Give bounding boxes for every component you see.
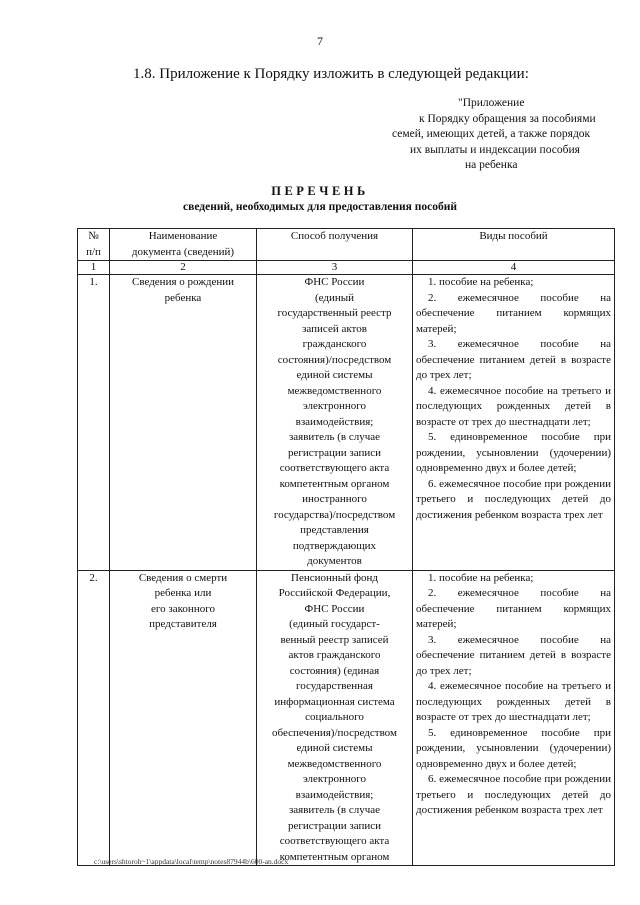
- header-text: №: [88, 230, 99, 242]
- header-text: Наименование: [148, 230, 218, 242]
- cell-line: Сведения о смерти: [138, 571, 228, 584]
- row-number: 1.: [78, 275, 110, 571]
- cell-line: его законного: [151, 602, 215, 615]
- cell-line: состояния) (единая: [289, 664, 380, 677]
- header-method: [257, 229, 413, 261]
- information-table: [77, 228, 615, 866]
- header-benefit-types: [413, 229, 615, 261]
- cell-line: (единый: [314, 291, 355, 304]
- document-subtitle: сведений, необходимых для предоставления пособий: [183, 201, 457, 213]
- column-number-row: [78, 261, 615, 275]
- cell-line: взаимодействия;: [295, 788, 374, 801]
- header-text: Способ получения: [290, 230, 379, 242]
- cell-line: межведомственного: [287, 384, 382, 397]
- appendix-line: семей, имеющих детей, а также порядок: [392, 128, 591, 140]
- benefit-item: 4. ежемесячное пособие на третьего и последующих рожденных детей в возрасте от трех до шестнадцати лет;: [416, 384, 611, 428]
- cell-line: Российской Федерации,: [278, 587, 391, 599]
- benefits-cell: [413, 275, 615, 571]
- cell-line: актов гражданского: [288, 649, 381, 661]
- header-number: [78, 229, 110, 261]
- appendix-line: их выплаты и индексации пособия: [410, 143, 580, 156]
- cell-line: (единый государст-: [289, 618, 380, 630]
- benefit-item: 2. ежемесячное пособие на обеспечение питанием кормящих матерей;: [416, 587, 611, 630]
- cell-line: ребенка или: [154, 587, 212, 599]
- cell-line: ребенка: [164, 291, 202, 304]
- cell-line: государственный реестр: [277, 307, 392, 319]
- benefit-item: 6. ежемесячное пособие при рождении третьего и последующих детей до достижения ребенком возраста трех лет: [416, 773, 611, 816]
- cell-line: заявитель (в случае: [288, 804, 381, 816]
- header-text: п/п: [86, 245, 101, 258]
- cell-line: электронного: [302, 400, 367, 412]
- cell-line: электронного: [302, 773, 367, 785]
- column-number: 1: [78, 261, 110, 275]
- cell-line: ФНС России: [304, 276, 365, 288]
- cell-line: представления: [300, 524, 369, 536]
- benefit-item: 5. единовременное пособие при рождении, усыновлении (удочерении) одновременно двух и более детей;: [416, 726, 611, 770]
- appendix-line: "Приложение: [458, 97, 525, 109]
- header-document-name: [110, 229, 257, 261]
- cell-line: гражданского: [302, 338, 367, 350]
- cell-line: единой системы: [296, 369, 373, 381]
- benefit-item: 1. пособие на ребенка;: [428, 276, 534, 288]
- cell-line: компетентным органом: [279, 477, 390, 490]
- cell-line: единой системы: [296, 742, 373, 754]
- benefits-cell: [413, 570, 615, 866]
- cell-line: государства)/посредством: [273, 508, 396, 521]
- column-number: 3: [257, 261, 413, 275]
- cell-line: соответствующего акта: [279, 462, 390, 474]
- document-name-cell: [110, 275, 257, 571]
- amendment-heading: 1.8. Приложение к Порядку изложить в следующей редакции:: [133, 66, 529, 82]
- cell-line: венный реестр записей: [280, 633, 389, 646]
- benefit-item: 3. ежемесячное пособие на обеспечение питанием детей в возрасте до трех лет;: [416, 633, 611, 677]
- cell-line: документов: [307, 555, 362, 567]
- page-number: 7: [317, 34, 323, 48]
- benefit-item: 1. пособие на ребенка;: [428, 571, 534, 584]
- header-text: документа (сведений): [131, 245, 235, 258]
- cell-line: ФНС России: [304, 602, 365, 615]
- header-text: Виды пособий: [479, 230, 548, 242]
- cell-line: компетентным органом: [279, 850, 390, 863]
- cell-line: информационная система: [274, 695, 395, 708]
- cell-line: регистрации записи: [287, 446, 382, 459]
- appendix-line: на ребенка: [465, 159, 518, 171]
- cell-line: заявитель (в случае: [288, 431, 381, 443]
- cell-line: межведомственного: [287, 757, 382, 770]
- table-row: [78, 570, 615, 866]
- benefit-item: 2. ежемесячное пособие на обеспечение питанием кормящих матерей;: [416, 291, 611, 335]
- cell-line: состояния)/посредством: [277, 353, 392, 366]
- document-title: ПЕРЕЧЕНЬ: [271, 184, 369, 198]
- cell-line: записей актов: [302, 322, 367, 335]
- method-cell: [257, 275, 413, 571]
- cell-line: Пенсионный фонд: [291, 571, 378, 584]
- benefit-item: 4. ежемесячное пособие на третьего и последующих рожденных детей в возрасте от трех до шестнадцати лет;: [416, 680, 611, 723]
- cell-line: регистрации записи: [287, 819, 382, 832]
- table-row: [78, 275, 615, 571]
- column-number: 4: [413, 261, 615, 275]
- benefit-item: 5. единовременное пособие при рождении, усыновлении (удочерении) одновременно двух и более детей;: [416, 431, 611, 474]
- cell-line: социального: [305, 711, 364, 723]
- column-number: 2: [110, 261, 257, 275]
- table-header-row: [78, 229, 615, 261]
- cell-line: представителя: [149, 618, 217, 630]
- cell-line: соответствующего акта: [279, 835, 390, 847]
- document-name-cell: [110, 570, 257, 866]
- cell-line: обеспечения)/посредством: [272, 726, 397, 739]
- appendix-line: к Порядку обращения за пособиями: [419, 112, 596, 125]
- cell-line: иностранного: [302, 493, 367, 505]
- cell-line: государственная: [296, 680, 373, 692]
- cell-line: взаимодействия;: [295, 415, 374, 428]
- row-number: 2.: [78, 570, 110, 866]
- method-cell: [257, 570, 413, 866]
- appendix-reference: [392, 96, 632, 174]
- cell-line: Сведения о рождении: [132, 276, 234, 288]
- benefit-item: 3. ежемесячное пособие на обеспечение питанием детей в возрасте до трех лет;: [416, 338, 611, 381]
- cell-line: подтверждающих: [292, 539, 377, 552]
- file-path-footer: c:\users\shtoroh~1\appdata\local\temp\notes87944b\600-an.docx: [94, 857, 289, 866]
- benefit-item: 6. ежемесячное пособие при рождении третьего и последующих детей до достижения ребенком возраста трех лет: [416, 477, 611, 521]
